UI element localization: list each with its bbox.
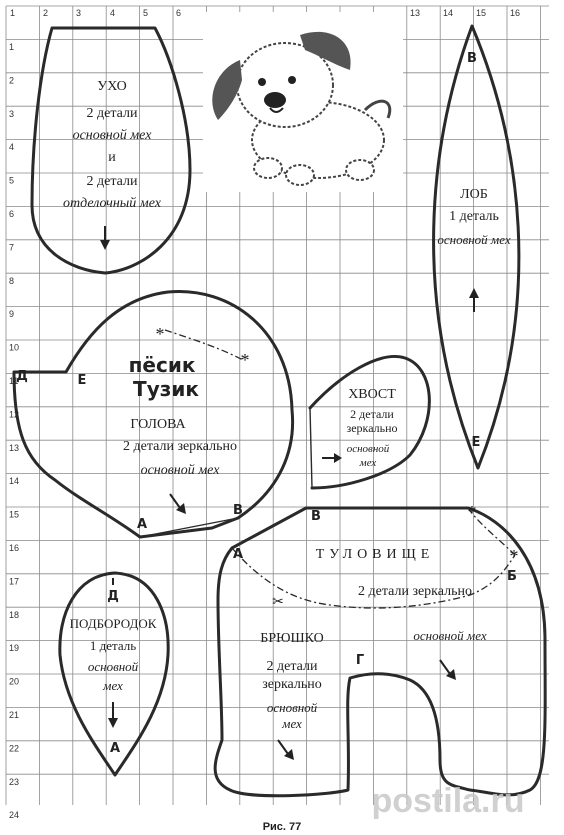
chin-mark-bottom: А [109,741,121,756]
body-mark-b: В [311,509,321,524]
col-number: 6 [176,8,182,18]
belly-line4: мех [282,716,302,731]
col-number: 16 [510,8,521,18]
body-mark-g: Г [355,653,365,668]
chin-line1: 1 деталь [89,638,137,653]
head-line1: 2 детали зеркально [123,439,237,454]
belly-line3: основной [266,700,318,715]
row-number: 16 [9,543,20,553]
col-number: 13 [410,8,421,18]
ear-line4: 2 детали [86,174,138,189]
ear-line2: основной мех [72,128,152,143]
row-number: 9 [9,309,15,320]
chin-title: ПОДБОРОДОК [69,616,157,631]
body-line2: основной мех [413,628,487,643]
watermark: postila.ru [371,782,525,820]
head-name2: Тузик [133,377,199,401]
col-number: 3 [76,8,82,18]
row-number: 8 [9,275,15,286]
head-title: ГОЛОВА [130,417,186,432]
col-number: 5 [143,8,149,18]
col-number: 15 [476,8,487,18]
tail-line2: зеркально [346,421,398,435]
row-number: 24 [9,810,20,821]
col-number: 2 [43,8,49,18]
head-mark-a: А [136,517,148,532]
row-number: 15 [9,509,20,520]
row-number: 3 [9,108,15,119]
row-number: 5 [9,175,15,186]
head-line2: основной мех [140,463,220,478]
forehead-line1: 1 деталь [449,209,499,224]
tail-title: ХВОСТ [348,387,396,402]
col-number: 1 [10,8,16,18]
head-mark-d: Д [16,369,28,384]
figure-caption: Рис. 77 [262,821,302,833]
col-number: 14 [443,8,454,18]
belly-line1: 2 детали [266,659,318,674]
tail-line4: мех [359,457,377,469]
col-number: 4 [110,8,116,18]
row-number: 20 [9,676,20,687]
row-number: 18 [9,609,20,620]
body-mark-b2: Б [507,569,517,584]
forehead-title: ЛОБ [460,187,488,202]
forehead-line2: основной мех [437,232,511,247]
scissors-icon: ✂ [272,595,284,610]
belly-line2: зеркально [262,677,322,692]
row-number: 1 [9,42,15,52]
row-number: 19 [9,643,20,654]
body-title: ТУЛОВИЩЕ [315,547,435,562]
row-number: 10 [9,342,20,353]
tail-line1: 2 детали [350,407,394,421]
head-mark-e: Е [77,373,87,388]
ear-line3: и [108,150,116,165]
belly-title: БРЮШКО [260,631,324,646]
ear-title: УХО [97,79,127,94]
tail-line3: основной [346,443,390,455]
row-number: 7 [9,242,15,253]
row-number: 13 [9,442,20,453]
chin-mark-top: Д [107,589,119,604]
row-number: 21 [9,710,20,720]
chin-line3: мех [103,678,123,693]
row-number: 2 [9,75,15,86]
row-number: 22 [9,743,20,754]
body-mark-a: А [232,547,244,562]
puppy-illustration [203,12,403,192]
row-number: 14 [9,476,20,487]
star-icon: * [155,324,165,344]
body-line1: 2 детали зеркально [358,584,472,599]
chin-line2: основной [87,659,139,674]
row-number: 4 [9,142,15,153]
star-icon: * [467,502,477,522]
forehead-mark-bottom: Е [471,435,481,450]
row-number: 11 [9,376,19,386]
head-mark-b: В [233,503,243,518]
row-number: 6 [9,209,15,219]
star-icon: * [509,546,519,566]
forehead-mark-top: В [467,51,477,66]
head-name1: пёсик [128,353,196,377]
ear-line5: отделочный мех [63,196,161,211]
row-number: 23 [9,776,20,787]
ear-line1: 2 детали [86,106,138,121]
star-icon: * [240,350,250,370]
row-number: 17 [9,576,20,587]
row-number: 12 [9,409,20,420]
